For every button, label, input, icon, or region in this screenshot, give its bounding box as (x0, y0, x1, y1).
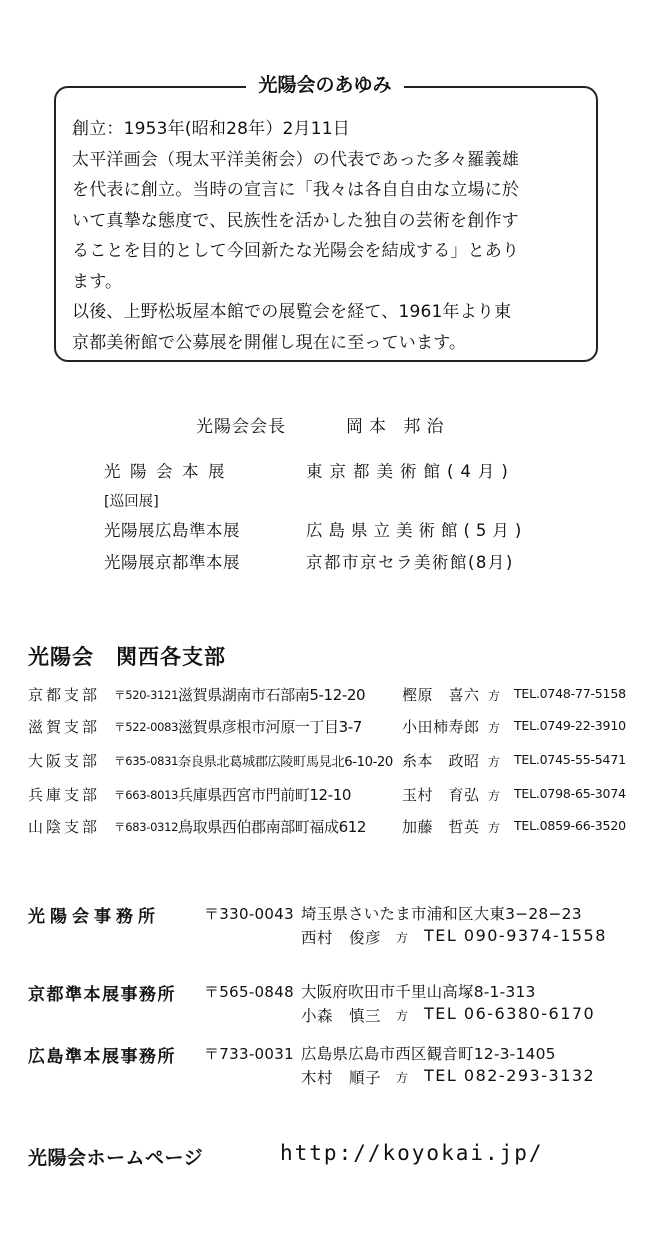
branch-name: 大阪支部 (28, 752, 101, 770)
branch-tel: TEL.0748-77-5158 (514, 686, 626, 701)
history-line: 以後、上野松坂屋本館での展覧会を経て、1961年より東 (72, 302, 512, 322)
homepage-url[interactable]: http://koyokai.jp/ (280, 1141, 544, 1165)
touring-exhibition-name: 光陽展京都準本展 (104, 553, 240, 572)
office-suffix: 方 (396, 931, 409, 945)
branch-suffix: 方 (488, 821, 501, 835)
office-person: 小森 慎三 (301, 1007, 382, 1025)
branch-tel: TEL.0798-65-3074 (514, 786, 626, 801)
branch-tel: TEL.0859-66-3520 (514, 818, 626, 833)
president-title: 光陽会会長 (196, 417, 286, 437)
office-label: 京都準本展事務所 (28, 985, 176, 1005)
office-person: 木村 順子 (301, 1069, 382, 1087)
branch-name: 滋賀支部 (28, 718, 101, 736)
branch-tel: TEL.0749-22-3910 (514, 718, 626, 733)
history-line: 太平洋画会（現太平洋美術会）の代表であった多々羅義雄 (72, 149, 520, 170)
branch-person: 小田柿寿郎 (402, 718, 480, 736)
history-line: 創立：1953年(昭和28年）2月11日 (72, 119, 350, 139)
branch-person: 樫原 喜六 (402, 686, 480, 704)
branch-address: 滋賀県彦根市河原一丁目3-7 (178, 718, 362, 736)
office-label: 光陽会事務所 (28, 907, 160, 927)
office-zip: 〒733-0031 (204, 1045, 294, 1063)
history-body (72, 114, 592, 358)
history-title: 光陽会のあゆみ (0, 70, 650, 100)
touring-exhibition-venue: 広島県立美術館(5月) (306, 521, 528, 540)
branch-person: 加藤 哲英 (402, 818, 480, 836)
branch-suffix: 方 (488, 789, 501, 803)
office-address: 大阪府吹田市千里山高塚8-1-313 (301, 983, 536, 1001)
branch-name: 兵庫支部 (28, 786, 101, 804)
touring-label: [巡回展] (104, 494, 159, 510)
office-zip: 〒565-0848 (204, 983, 294, 1001)
touring-exhibition-venue: 京都市京セラ美術館(8月) (306, 553, 514, 572)
branch-address: 鳥取県西伯郡南部町福成612 (178, 818, 367, 836)
branches-title: 光陽会 関西各支部 (28, 645, 226, 669)
office-zip: 〒330-0043 (204, 905, 294, 923)
homepage-label: 光陽会ホームページ (28, 1147, 204, 1169)
touring-exhibition-name: 光陽展広島準本展 (104, 521, 240, 540)
office-tel: TEL 090-9374-1558 (424, 926, 607, 945)
history-line: を代表に創立。当時の宣言に「我々は各自自由な立場に於 (72, 180, 520, 200)
branch-person: 糸本 政昭 (402, 752, 480, 770)
branch-zip: 〒520-3121 (114, 688, 179, 702)
branch-person: 玉村 育弘 (402, 786, 480, 804)
branch-address: 兵庫県西宮市門前町12-10 (178, 786, 351, 804)
branch-suffix: 方 (488, 721, 501, 735)
branch-suffix: 方 (488, 689, 501, 703)
branch-zip: 〒635-0831 (114, 754, 179, 768)
history-line: ます。 (72, 271, 123, 292)
office-tel: TEL 082-293-3132 (424, 1066, 596, 1085)
branch-address: 奈良県北葛城郡広陵町馬見北6-10-20 (178, 755, 393, 770)
office-label: 広島準本展事務所 (28, 1047, 176, 1067)
office-suffix: 方 (396, 1009, 409, 1023)
history-line: ることを目的として今回新たな光陽会を結成する」とあり (72, 241, 520, 261)
branch-suffix: 方 (488, 755, 501, 769)
office-address: 広島県広島市西区観音町12-3-1405 (301, 1045, 556, 1063)
president-name: 岡本 邦治 (346, 417, 450, 437)
office-address: 埼玉県さいたま市浦和区大東3−28−23 (301, 905, 582, 923)
history-line: 京都美術館で公募展を開催し現在に至っています。 (72, 332, 467, 353)
main-exhibition-venue: 東京都美術館(4月) (306, 462, 515, 481)
branch-tel: TEL.0745-55-5471 (514, 752, 626, 767)
branch-name: 京都支部 (28, 686, 101, 704)
branch-zip: 〒683-0312 (114, 820, 179, 834)
branch-zip: 〒663-8013 (114, 788, 179, 802)
office-suffix: 方 (396, 1071, 409, 1085)
history-line: いて真摯な態度で、民族性を活かした独自の芸術を創作す (72, 210, 519, 231)
branch-zip: 〒522-0083 (114, 720, 179, 734)
main-exhibition-name: 光陽会本展 (104, 462, 234, 481)
branch-address: 滋賀県湖南市石部南5-12-20 (178, 686, 366, 704)
office-person: 西村 俊彦 (301, 929, 382, 947)
office-tel: TEL 06-6380-6170 (424, 1004, 596, 1023)
branch-name: 山陰支部 (28, 818, 101, 836)
